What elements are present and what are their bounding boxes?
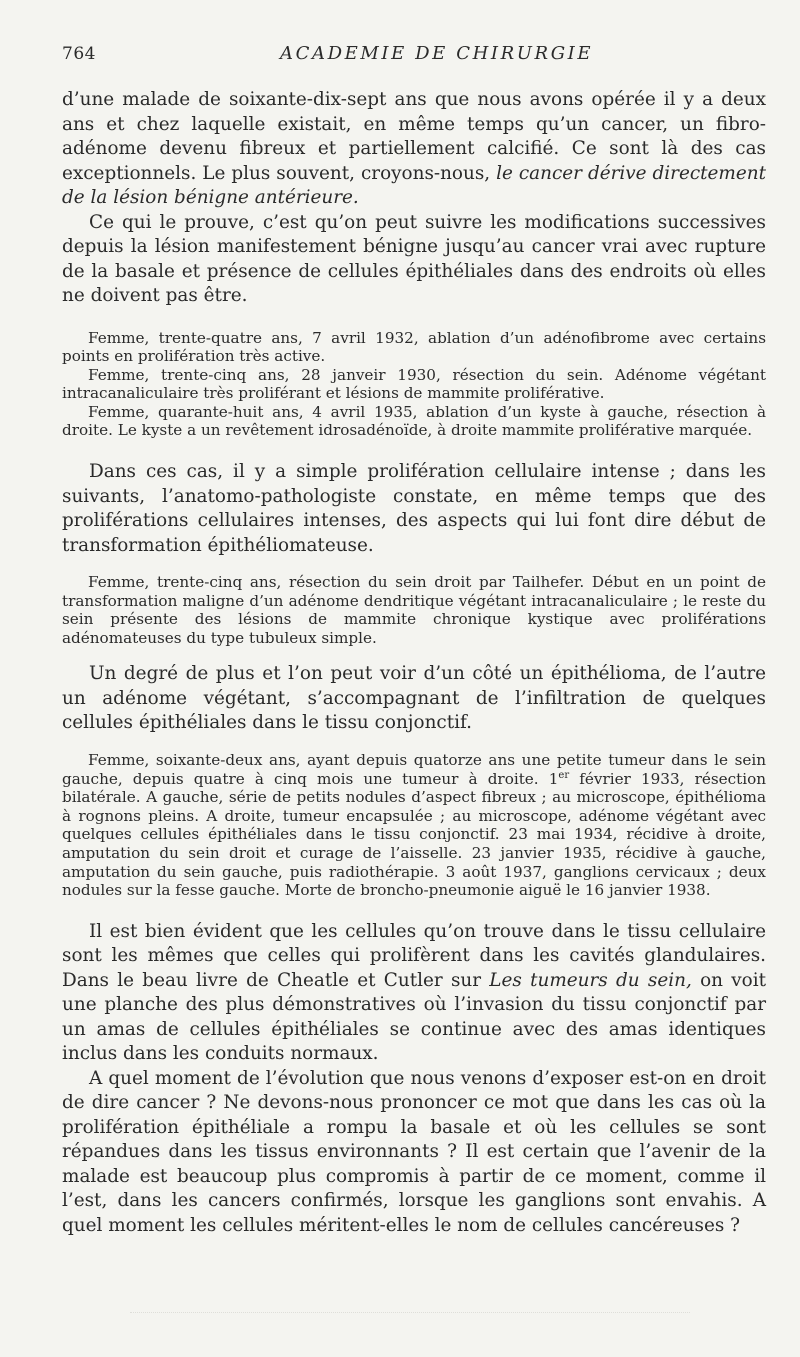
case-note-4: Femme, trente-cinq ans, résection du sein droit par Tailhefer. Début en un point de transformation maligne d’un adénome dendritique végétant intracanaliculaire ; le reste du sein présente des lésions de mammite chronique kystique avec proliférations adénomateuses du type tubuleux simple. <box>62 573 766 647</box>
case-note-5-text-a: Femme, soixante-deux ans, ayant depuis quatorze ans une petite tumeur dans le sein gauche, depuis quatre à cinq mois une tumeur à droite. 1 <box>62 750 766 788</box>
page-header <box>62 44 766 70</box>
article-body <box>62 88 766 1238</box>
paragraph-5 <box>62 920 766 1067</box>
case-note-5 <box>62 751 766 900</box>
paragraph-6: A quel moment de l’évolution que nous venons d’exposer est-on en droit de dire cancer ? Ne devons-nous prononcer ce mot que dans les cas où la prolifération épithéliale a rompu la basale et où les cellules se sont répandues dans les tissus environnants ? Il est certain que l’avenir de la malade est beaucoup plus compromis à partir de ce moment, comme il l’est, dans les cancers confirmés, lorsque les ganglions sont envahis. A quel moment les cellules méritent-elles le nom de cellules cancéreuses ? <box>62 1067 766 1236</box>
paragraph-1 <box>62 88 766 211</box>
case-note-2: Femme, trente-cinq ans, 28 janveir 1930, résection du sein. Adénome végétant intracanaliculaire très proliférant et lésions de mammite proliférative. <box>62 365 766 403</box>
paragraph-2: Ce qui le prouve, c’est qu’on peut suivre les modifications successives depuis la lésion manifestement bénigne jusqu’au cancer vrai avec rupture de la basale et présence de cellules épithéliales dans des endroits où elles ne doivent pas être. <box>62 211 766 306</box>
case-note-1: Femme, trente-quatre ans, 7 avril 1932, ablation d’un adénofibrome avec certains points en prolifération très active. <box>62 328 766 366</box>
paragraph-5-text-b: on voit une planche des plus démonstratives où l’invasion du tissu conjonctif par un amas de cellules épithéliales se continue avec des amas identiques inclus dans les conduits normaux. <box>62 969 766 1065</box>
page-number: 764 <box>62 44 96 64</box>
paragraph-1-text: d’une malade de soixante-dix-sept ans que nous avons opérée il y a deux ans et chez laquelle existait, en même temps qu’un cancer, un fibro-adénome devenu fibreux et partiellement calcifié. Ce sont là des cas exceptionnels. Le plus souvent, croyons-nous, <box>62 89 766 184</box>
footer-bleed-through <box>130 1298 690 1313</box>
case-note-5-text-b: février 1933, résection bilatérale. A gauche, série de petits nodules d’aspect fibreux ; au microscope, épithélioma à rognons pleins. A droite, tumeur encapsulée ; au microscope, adénome végétant avec quelques cellules épithéliales dans le tissu conjonctif. 23 mai 1934, récidive à droite, amputation du sein droit et curage de l’aisselle. 23 janvier 1935, récidive à gauche, amputation du sein gauche, puis radiothérapie. 3 août 1937, ganglions cervicaux ; deux nodules sur la fesse gauche. Morte de broncho-pneumonie aiguë le 16 janvier 1938. <box>62 769 766 900</box>
paragraph-5-text-a: Il est bien évident que les cellules qu’on trouve dans le tissu cellulaire sont les mêmes que celles qui prolifèrent dans les cavités glandulaires. Dans le beau livre de Cheatle et Cutler sur <box>62 920 766 991</box>
paragraph-1-emphasis: le cancer dérive directement de la lésion bénigne antérieure. <box>62 162 766 208</box>
paragraph-5-emphasis: Les tumeurs du sein, <box>489 969 692 991</box>
running-title: ACADEMIE DE CHIRURGIE <box>280 43 594 64</box>
paragraph-3: Dans ces cas, il y a simple prolifération cellulaire intense ; dans les suivants, l’anatomo-pathologiste constate, en même temps que des proliférations cellulaires intenses, des aspects qui lui font dire début de transformation épithéliomateuse. <box>62 461 766 556</box>
case-note-5-superscript: er <box>558 769 570 781</box>
case-note-3: Femme, quarante-huit ans, 4 avril 1935, ablation d’un kyste à gauche, résection à droite. Le kyste a un revêtement idrosadénoïde, à droite mammite proliférative marquée. <box>62 402 766 440</box>
paragraph-4: Un degré de plus et l’on peut voir d’un côté un épithélioma, de l’autre un adénome végétant, s’accompagnant de l’infiltration de quelques cellules épithéliales dans le tissu conjonctif. <box>62 663 766 734</box>
